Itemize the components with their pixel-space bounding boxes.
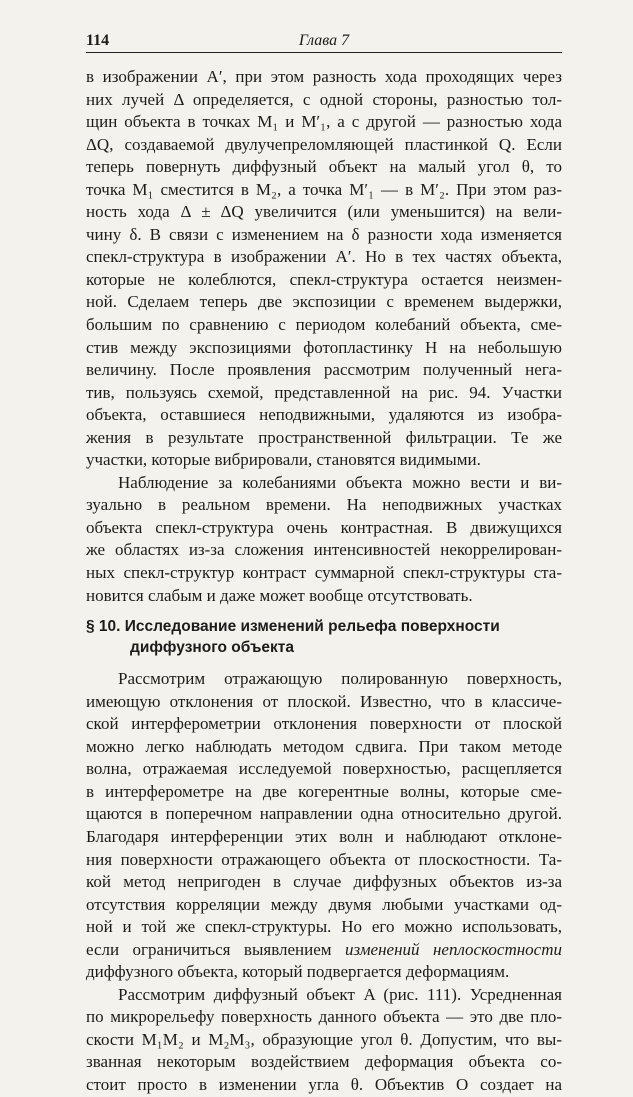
running-header: [86, 30, 562, 53]
text-line: кой метод непригоден в случае диффузных объектов из-за: [86, 872, 562, 892]
text-line: скости M₁M₂ и M₂M₃, образующие угол θ. Допустим, что вы-: [86, 1029, 562, 1049]
text-line: по микрорельефу поверхность данного объекта — это две пло-: [86, 1007, 562, 1027]
text-line: Рассмотрим отражающую полированную поверхность,: [118, 669, 562, 689]
page-number: 114: [86, 32, 110, 49]
text-line: объекта, оставшиеся неподвижными, удаляются из изобра-: [86, 405, 562, 425]
emphasized-phrase: изменений неплоскостности: [344, 939, 562, 959]
text-line: Благодаря интерференции этих волн и наблюдают отклоне-: [86, 826, 562, 846]
text-line: ской интерферометрии отклонения поверхности от плоской: [86, 714, 562, 734]
text-line: величину. После проявления рассмотрим полученный нега-: [86, 360, 562, 380]
text-line: жения в результате пространственной фильтрации. Те же: [86, 427, 562, 447]
section-heading-continued: диффузного объекта: [130, 639, 294, 657]
section-heading: § 10. Исследование изменений рельефа поверхности: [86, 618, 500, 636]
text-line: теперь повернуть диффузный объект на малый угол θ, то: [86, 157, 562, 177]
text-line: волна, отражаемая исследуемой поверхностью, расщепляется: [86, 759, 562, 779]
text-line: в интерферометре на две когерентные волны, которые сме-: [86, 781, 562, 801]
text-line: Наблюдение за колебаниями объекта можно вести и ви-: [118, 472, 562, 492]
text-line: можно легко наблюдать методом сдвига. При таком методе: [86, 736, 562, 756]
paragraph-3: [86, 668, 562, 984]
paragraph-1: [86, 66, 562, 472]
chapter-title: Глава 7: [298, 32, 350, 49]
text-line: точка M₁ сместится в M₂, а точка M′₁ — в M′₂. При этом раз-: [86, 179, 562, 199]
text-line: новится слабым и даже может вообще отсутствовать.: [86, 585, 473, 605]
text-line: большим по сравнению с периодом колебаний объекта, сме-: [86, 315, 562, 335]
page-body: [86, 66, 562, 1097]
text-line: званная некоторым воздействием деформация объекта со-: [86, 1052, 562, 1072]
text-line: отсутствия корреляции между двумя любыми участками од-: [86, 894, 562, 914]
text-line: стив между экспозициями фотопластинку H на небольшую: [86, 337, 562, 357]
text-line: чину δ. В связи с изменением на δ разности хода изменяется: [86, 224, 562, 244]
text-line: которые не колеблются, спекл-структура остается неизмен-: [86, 269, 562, 289]
text-line: ной. Сделаем теперь две экспозиции с временем выдержки,: [86, 292, 562, 312]
text-line: щин объекта в точках M₁ и M′₁, а с другой — разностью хода: [86, 112, 562, 132]
text-line: имеющую отклонения от плоской. Известно, что в классиче-: [86, 691, 562, 711]
text-run: если ограничиться выявлением: [86, 939, 345, 959]
text-line: же областях из-за сложения интенсивностей некоррелирован-: [86, 540, 562, 560]
text-line: зуально в реальном времени. На неподвижных участках: [86, 495, 562, 515]
text-line: Рассмотрим диффузный объект A (рис. 111). Усредненная: [118, 984, 562, 1004]
text-line: них лучей Δ определяется, с одной стороны, разностью тол-: [86, 89, 562, 109]
text-line: тив, пользуясь схемой, представленной на рис. 94. Участки: [86, 382, 562, 402]
paragraph-4: [86, 984, 562, 1097]
text-line: ния поверхности отражающего объекта от плоскостности. Та-: [86, 849, 562, 869]
text-line: ΔQ, создаваемой двулучепреломляющей пластинкой Q. Если: [86, 134, 562, 154]
text-line: щаются в поперечном направлении одна относительно другой.: [86, 804, 562, 824]
text-line: ность хода Δ ± ΔQ увеличится (или уменьшится) на вели-: [86, 202, 562, 222]
text-line: спекл-структура в изображении A′. Но в тех частях объекта,: [86, 247, 562, 267]
text-line: в изображении A′, при этом разность хода проходящих через: [86, 67, 562, 86]
text-line: диффузного объекта, который подвергается деформациям.: [86, 962, 510, 982]
text-line: ной и той же спекл-структуры. Но его можно использовать,: [86, 917, 562, 937]
text-line: участки, которые вибрировали, становятся видимыми.: [86, 450, 481, 470]
text-line: стоит просто в изменении угла θ. Объектив O создает на: [86, 1074, 562, 1094]
text-line: ных спекл-структур контраст суммарной спекл-структуры ста-: [86, 563, 562, 583]
text-line: объекта спекл-структура очень контрастная. В движущихся: [86, 517, 562, 537]
paragraph-2: [86, 472, 562, 607]
